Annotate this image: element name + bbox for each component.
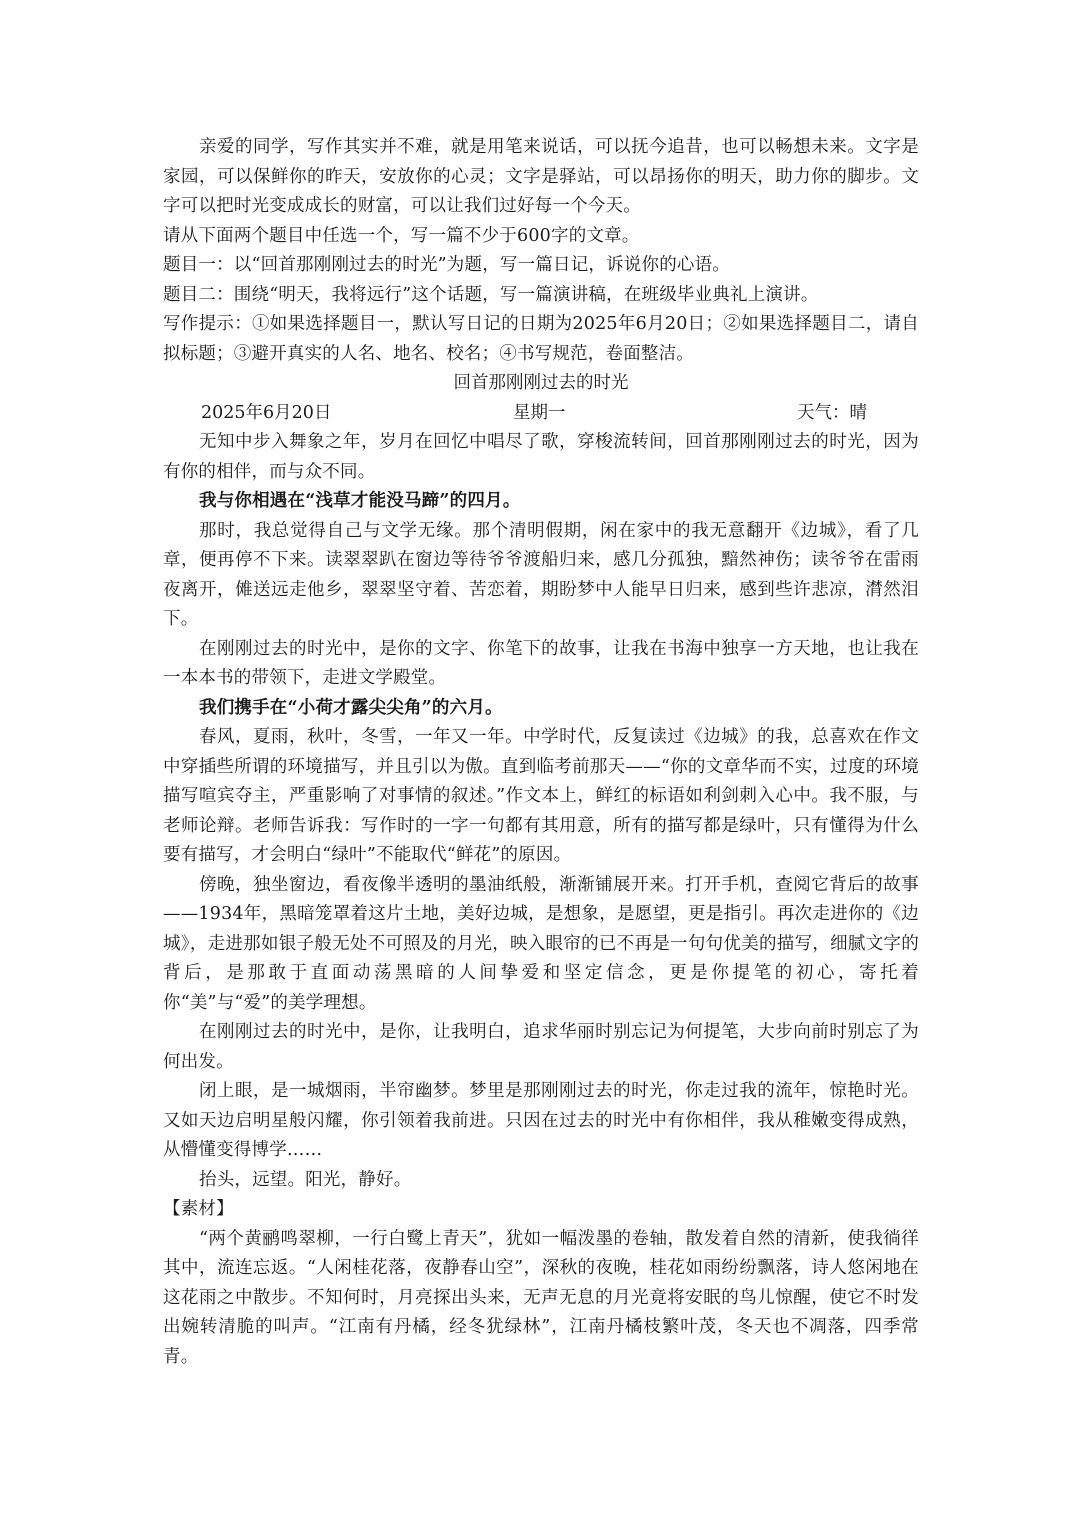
essay-paragraph: 无知中步入舞象之年，岁月在回忆中唱尽了歌，穿梭流转间，回首那刚刚过去的时光，因为有你的相伴，而与众不同。 [163,432,919,482]
essay-weekday: 星期一 [513,402,566,423]
essay-title: 回首那刚刚过去的时光 [453,373,629,393]
essay-paragraph: 春风，夏雨，秋叶，冬雪，一年又一年。中学时代，反复读过《边城》的我，总喜欢在作文中穿插些所谓的环境描写，并且引以为傲。直到临考前那天——“你的文章华而不实，过度的环境描写喧宾夺主，严重影响了对事情的叙述。”作文本上，鲜红的标语如利剑刺入心中。我不服，与老师论辩。老师告诉我：写作时的一字一句都有其用意，所有的描写都是绿叶，只有懂得为什么要有描写，才会明白“绿叶”不能取代“鲜花”的原因。 [163,727,919,865]
material-label: 【素材】 [163,1199,234,1219]
essay-paragraph: 抬头，远望。阳光，静好。 [199,1169,412,1190]
essay-weather: 天气：晴 [797,402,867,423]
essay-dateline [163,399,919,429]
document-page [163,133,919,1372]
prompt-topic-1: 题目一：以“回首那刚刚过去的时光”为题，写一篇日记，诉说你的心语。 [163,255,730,275]
essay-date: 2025年6月20日 [201,402,332,423]
essay-subheading: 我们携手在“小荷才露尖尖角”的六月。 [199,697,503,718]
essay-paragraph: 在刚刚过去的时光中，是你的文字、你笔下的故事，让我在书海中独享一方天地，也让我在一本本书的带领下，走进文学殿堂。 [163,638,919,688]
prompt-tips: 写作提示：①如果选择题目一，默认写日记的日期为2025年6月20日；②如果选择题目二，请自拟标题；③避开真实的人名、地名、校名；④书写规范，卷面整洁。 [163,314,919,364]
essay-subheading: 我与你相遇在“浅草才能没马蹄”的四月。 [199,491,521,511]
prompt-instruction: 请从下面两个题目中任选一个，写一篇不少于600字的文章。 [163,225,640,246]
essay-paragraph: 在刚刚过去的时光中，是你，让我明白，追求华丽时别忘记为何提笔，大步向前时别忘了为何出发。 [163,1022,919,1072]
essay-paragraph: 傍晚，独坐窗边，看夜像半透明的墨油纸般，渐渐铺展开来。打开手机，查阅它背后的故事——1934年，黑暗笼罩着这片土地，美好边城，是想象，是愿望，更是指引。再次走进你的《边城》，走进那如银子般无处不可照及的月光，映入眼帘的已不再是一句句优美的描写，细腻文字的背后，是那敢于直面动荡黑暗的人间挚爱和坚定信念，更是你提笔的初心，寄托着你“美”与“爱”的美学理想。 [163,874,919,1013]
prompt-topic-2: 题目二：围绕“明天，我将远行”这个话题，写一篇演讲稿，在班级毕业典礼上演讲。 [163,284,819,305]
essay-paragraph: 闭上眼，是一城烟雨，半帘幽梦。梦里是那刚刚过去的时光，你走过我的流年，惊艳时光。又如天边启明星般闪耀，你引领着我前进。只因在过去的时光中有你相伴，我从稚嫩变得成熟，从懵懂变得博学…… [163,1081,919,1160]
material-text: “两个黄鹂鸣翠柳，一行白鹭上青天”，犹如一幅泼墨的卷轴，散发着自然的清新，使我徜徉其中，流连忘返。“人闲桂花落，夜静春山空”，深秋的夜晚，桂花如雨纷纷飘落，诗人悠闲地在这花雨之中散步。不知何时，月亮探出头来，无声无息的月光竟将安眠的鸟儿惊醒，使它不时发出婉转清脆的叫声。“江南有丹橘，经冬犹绿林”，江南丹橘枝繁叶茂，冬天也不凋落，四季常青。 [163,1228,919,1367]
prompt-intro: 亲爱的同学，写作其实并不难，就是用笔来说话，可以抚今追昔，也可以畅想未来。文字是家园，可以保鲜你的昨天，安放你的心灵；文字是驿站，可以昂扬你的明天，助力你的脚步。文字可以把时光变成成长的财富，可以让我们过好每一个今天。 [163,137,919,216]
essay-paragraph: 那时，我总觉得自己与文学无缘。那个清明假期，闲在家中的我无意翻开《边城》，看了几章，便再停不下来。读翠翠趴在窗边等待爷爷渡船归来，感几分孤独，黯然神伤；读爷爷在雷雨夜离开，傩送远走他乡，翠翠坚守着、苦恋着，期盼梦中人能早日归来，感到些许悲凉，潸然泪下。 [163,520,919,629]
